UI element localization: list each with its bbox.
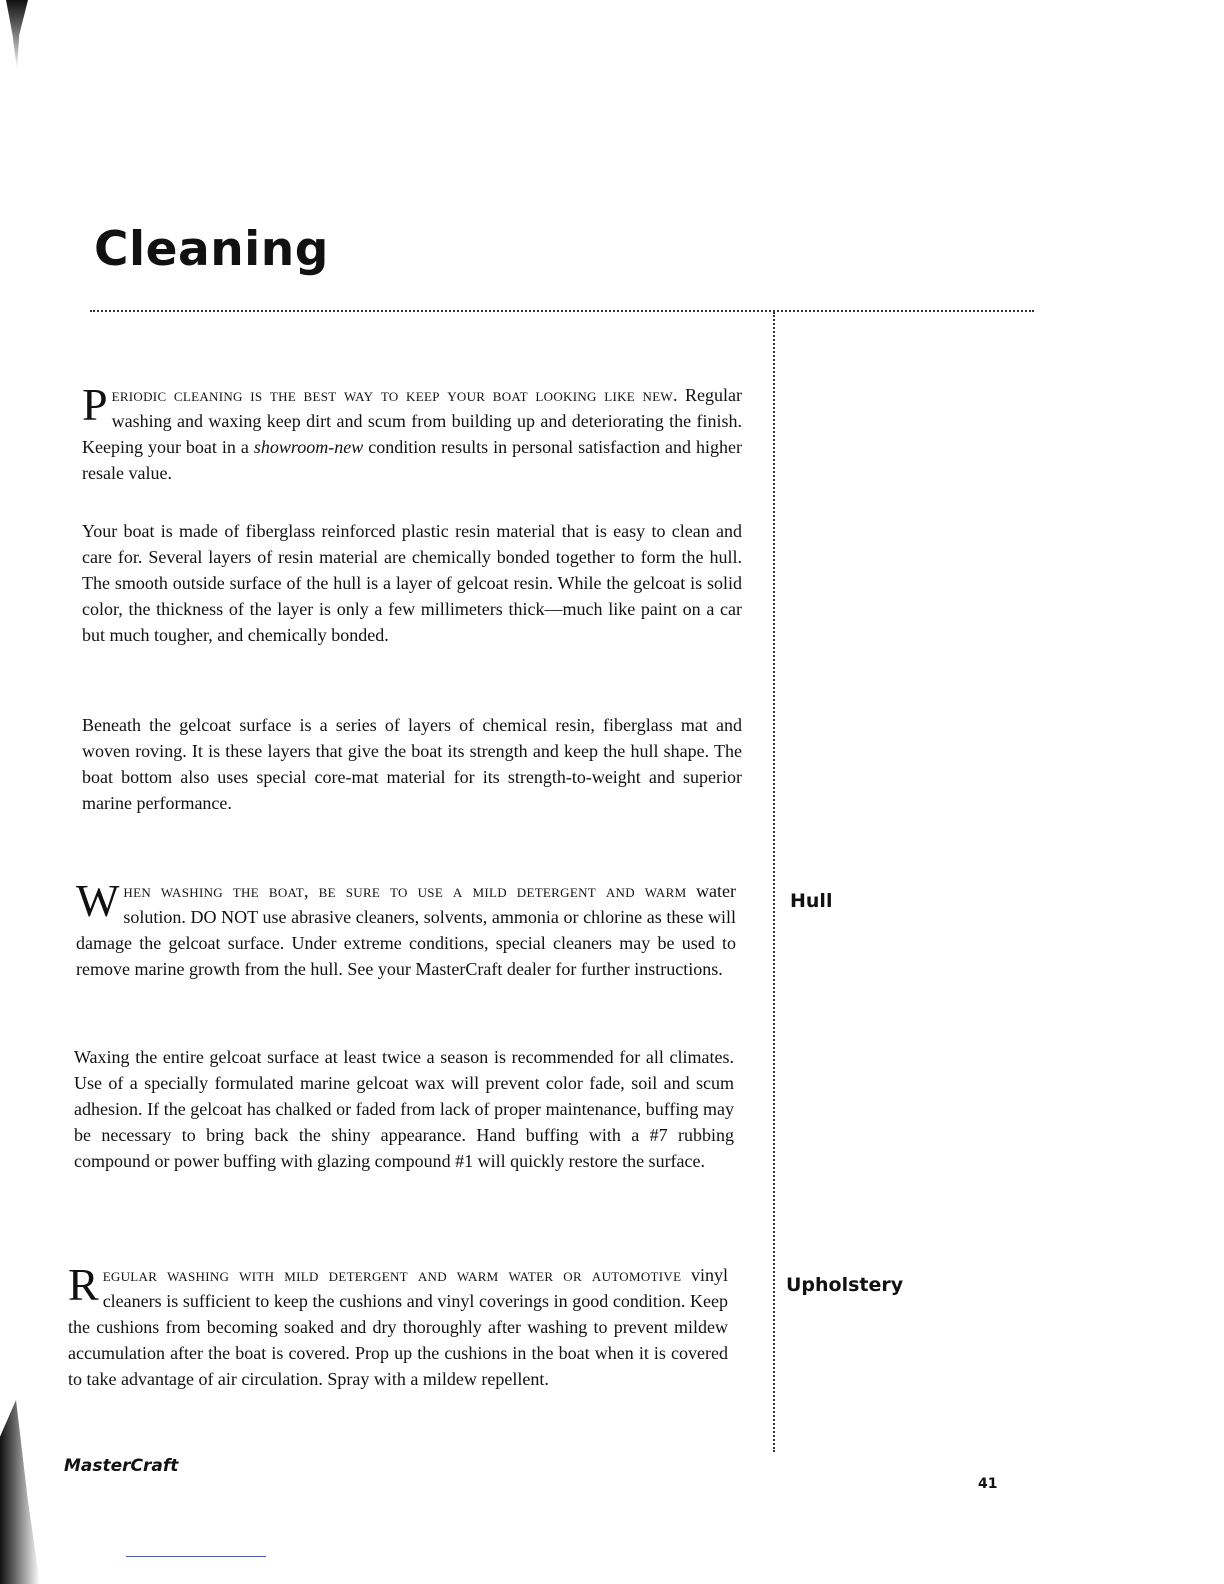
- lead-in-text: egular washing with mild detergent and warm water or automotive: [102, 1265, 682, 1285]
- page-number: 41: [978, 1476, 998, 1492]
- horizontal-dotted-rule: [90, 310, 1034, 312]
- paragraph-text: condition results in personal satisfaction and higher resale value.: [82, 437, 743, 483]
- paragraph-text: Regular washing and waxing keep dirt and scum from building up and deteriorating the finish. Keeping your boat in a: [82, 385, 742, 457]
- paragraph-text: water solution. DO NOT use abrasive cleaners, solvents, ammonia or chlorine as these will damage the gelcoat surface. Under extreme conditions, special cleaners may be used to remove marine growth from the hull. See your MasterCraft dealer for further instructions.: [76, 881, 736, 979]
- scan-artifact-top: [6, 0, 28, 70]
- upholstery-paragraph-1: [68, 1259, 728, 1392]
- paragraph-text: Beneath the gelcoat surface is a series of layers of chemical resin, fiberglass mat and woven roving. It is these layers that give the boat its strength and keep the hull shape. The boat bottom also uses special core-mat material for its strength-to-weight and superior marine performance.: [82, 715, 742, 813]
- intro-paragraph-3: [82, 712, 742, 816]
- lead-in-text: eriodic cleaning is the best way to keep your boat looking like new.: [111, 385, 678, 405]
- intro-paragraph-1: [82, 379, 743, 486]
- paragraph-text: vinyl cleaners is sufficient to keep the cushions and vinyl coverings in good condition. Keep the cushions from becoming soaked and dry thoroughly after washing to prevent mildew accumulation after the boat is covered. Prop up the cushions in the boat when it is covered to take advantage of air circulation. Spray with a mildew repellent.: [68, 1265, 728, 1389]
- dropcap: P: [82, 379, 108, 430]
- page-title: Cleaning: [94, 222, 329, 277]
- paragraph-text: Waxing the entire gelcoat surface at least twice a season is recommended for all climates. Use of a specially formulated marine gelcoat wax will prevent color fade, soil and scum adhesion. If the gelcoat has chalked or faded from lack of proper maintenance, buffing may be necessary to bring back the shiny appearance. Hand buffing with a #7 rubbing compound or power buffing with glazing compound #1 will quickly restore the surface.: [74, 1047, 734, 1171]
- scan-artifact-line: [126, 1556, 266, 1557]
- brand-logo-text: MasterCraft: [64, 1456, 179, 1476]
- intro-paragraph-2: [82, 518, 742, 648]
- hull-paragraph-2: [74, 1044, 734, 1174]
- section-heading-hull: Hull: [790, 890, 833, 912]
- section-heading-upholstery: Upholstery: [786, 1274, 904, 1296]
- emphasis-text: showroom-new: [253, 437, 364, 457]
- scan-artifact-edge: [0, 1400, 40, 1584]
- dropcap: W: [76, 875, 120, 926]
- hull-paragraph-1: [76, 875, 736, 982]
- dropcap: R: [68, 1259, 99, 1310]
- lead-in-text: hen washing the boat, be sure to use a mild detergent and warm: [123, 881, 687, 901]
- vertical-dotted-rule: [773, 312, 775, 1452]
- paragraph-text: Your boat is made of fiberglass reinforced plastic resin material that is easy to clean and care for. Several layers of resin material are chemically bonded together to form the hull. The smooth outside surface of the hull is a layer of gelcoat resin. While the gelcoat is solid color, the thickness of the layer is only a few millimeters thick—much like paint on a car but much tougher, and chemically bonded.: [82, 521, 742, 645]
